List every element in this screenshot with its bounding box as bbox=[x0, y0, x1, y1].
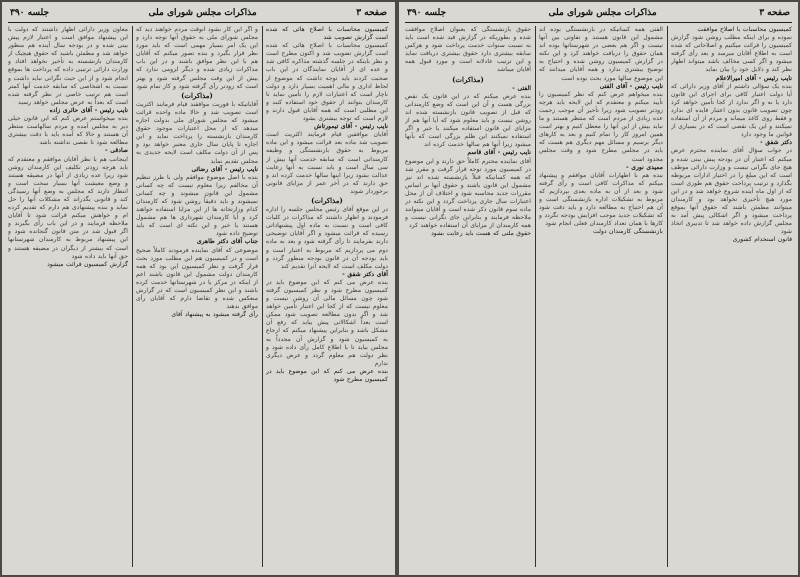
page-number: صفحه ۳ bbox=[356, 8, 387, 18]
text-column-a bbox=[405, 26, 531, 569]
text-column-c bbox=[671, 26, 792, 569]
body-text: حقوق بازنشستگی که بعنوان اصلاح موافقت شده و بطوریکه در گزارش قید شده است باید به نسبت سنوات خدمت پرداخت شود و هرکس سابقه بیشتری دارد حقوق بیشتری دریافت نماید و این ترتیب عادلانه است و مورد قبول همه آقایان میباشد bbox=[405, 26, 531, 74]
left-page bbox=[2, 2, 395, 575]
right-page bbox=[399, 2, 798, 575]
section-heading: (مذاکرات) bbox=[452, 74, 484, 84]
body-text: در جواب سؤال آقای نماینده محترم عرض میکنم که اعتبار آن در بودجه پیش بینی شده و هیچ جای نگرانی نیست و وزارت دارائی موظف است که این مبلغ را در اختیار ادارات مربوطه بگذارد و ترتیب پرداخت حقوق هم طوری است که از اول ماه آینده شروع خواهد شد و در این مورد هیچ تأخیری نخواهد بود و کارمندان میتوانند مطمئن باشند که حقوق آنها بموقع پرداخت میشود و اگر اشکالی پیش آمد به مجلس گزارش داده خواهد شد تا تدبیری اتخاذ شود bbox=[671, 147, 792, 236]
masthead-title: مذاکرات مجلس شورای ملی bbox=[548, 8, 657, 18]
body-text: آقایان موافقین قیام فرمایند اکثریت است تصویب شد ماده بعد قرائت میشود و این ماده مربوط به حقوق بازنشستگی و وظیفه کارمندانی است که سابقه خدمت آنها بیش از سی سال است و باید نسبت به آنها رعایت عدالت بشود زیرا اینها سالها خدمت کرده اند و حق دارند که در آخر عمر از مزایای قانونی برخوردار شوند bbox=[266, 131, 388, 195]
speaker-name: ممیدی نوری - bbox=[626, 163, 663, 171]
body-text: بنده میخواستم عرض کنم که این قانون خیلی دیر به مجلس آمده و مردم سالهاست منتظر آن هستند و حالا که آمده باید با دقت بیشتری مطالعه شود تا نقصی نداشته باشد bbox=[8, 115, 128, 147]
speaker-name: نایب رئیس - آقای الفتی bbox=[599, 82, 663, 90]
text-column-b bbox=[136, 26, 258, 569]
paragraph-tail: قانون استخدام کشوری bbox=[732, 236, 792, 244]
text-column-b bbox=[539, 26, 663, 569]
session-number: جلسه ۳۹۰ bbox=[407, 8, 447, 18]
body-text: آقای نماینده محترم کاملاً حق دارند و این موضوع در کمیسیون مورد توجه قرار گرفت و مقرر شد که همه کسانیکه قبلاً بازنشسته شده اند نیز مشمول این قانون باشند و حقوق آنها بر اساس مقررات جدید محاسبه شود و اختلاف آن از محل اعتبارات سال جاری پرداخت گردد و این نکته در ماده سوم قانون ذکر شده است و آقایان میتوانند ملاحظه فرمایند و بنابراین جای نگرانی نیست و همه کارمندان از مزایای آن استفاده خواهند کرد bbox=[405, 157, 531, 230]
page-header bbox=[10, 6, 387, 20]
speaker-name: جناب آقای دکتر طاهری bbox=[196, 238, 258, 246]
body-text: کمیسیون محاسبات با اصلاح هائی که شده است گزارش تصویب شد و اکنون مطرح است و نظر باینکه در جلسه گذشته مذاکره کافی شد و عده ای از آقایان نمایندگان در این باب صحبت کردند باید توجه داشت که موضوع از لحاظ اداری و مالی اهمیت بسیار دارد و دولت ناچار است که اعتبارات لازم را تأمین نماید تا کارمندان بتوانند از حقوق خود استفاده کنند و این مطلبی است که همه آقایان قبول دارند و لازم است که توجه بیشتری بشود bbox=[266, 42, 388, 123]
section-heading: (مذاکرات) bbox=[311, 195, 343, 205]
body-text: موضوعی که آقای نماینده فرمودند کاملاً صحیح است و در کمیسیون هم این مطلب مورد بحث قرار گرفت و نظر کمیسیون این بود که همه کارمندان دولت مشمول این قانون باشند اعم از اینکه در مرکز یا در شهرستانها خدمت کرده باشند و این نظر کمیسیون است که در گزارش منعکس شده و تقاضا دارم که آقایان رأی موافق بدهند bbox=[136, 246, 258, 311]
masthead-title: مذاکرات مجلس شورای ملی bbox=[148, 8, 257, 18]
body-text: آقایانیکه با فوریت موافقند قیام فرمایند اکثریت است تصویب شد و حالا ماده واحده قرائت میشود که مجلس شورای ملی بدولت اجازه میدهد که از محل اعتبارات موجود حقوق کارمندان بازنشسته را پرداخت نماید و این اجازه تا پایان سال جاری معتبر خواهد بود و پس از آن دولت مکلف است لایحه جدیدی به مجلس تقدیم نماید bbox=[136, 100, 258, 165]
speaker-name: دکتر شفق - bbox=[760, 139, 792, 147]
body-text: بنده یک سؤالی داشتم از آقای وزیر دارائی که آیا دولت اعتبار کافی برای اجرای این قانون دارد یا نه و اگر ندارد از کجا تأمین خواهد کرد چون تصویب قانون بدون اعتبار فایده ای ندارد و فقط روی کاغذ میماند و مردم از آن استفاده نمیکنند و این یک نقصی است که در بسیاری از قوانین ما وجود دارد bbox=[671, 82, 792, 139]
body-text: الفتی همه کسانیکه در بازنشستگی بوده اند مشمول این قانون هستند و تفاوتی بین آنها نیست و اگر هم بعضی در شهرستانها بوده اند همان حقوق را دریافت خواهند کرد و این نکته در گزارش کمیسیون روشن شده و احتیاج به توضیح بیشتری ندارد و همه آقایان میدانند که این موضوع سالها مورد بحث بوده است bbox=[539, 26, 663, 82]
column-divider bbox=[535, 26, 536, 567]
paragraph-lead: کمیسیون محاسبات با اصلاح هائی که شده است گزارش تصویب شد bbox=[266, 26, 388, 42]
paragraph-tail: بازنشستگی کارمندان دولت bbox=[593, 228, 663, 236]
session-number: جلسه ۳۹۰ bbox=[10, 8, 50, 18]
paragraph-tail: گزارش کمیسیون قرائت میشود bbox=[47, 260, 128, 268]
body-text: بنده میخواهم عرض کنم که نظر کمیسیون را تأیید میکنم و معتقدم که این لایحه باید هرچه زودتر تصویب شود زیرا تأخیر آن موجب زحمت عده زیادی از مردم است که منتظر هستند و ما نباید بیش از این آنها را معطل کنیم و بهتر است همین امروز کار را تمام کنیم و بعد به کارهای دیگر برسیم و مسائل مهم دیگری هم هست که باید در مجلس مطرح شود و وقت مجلس محدود است bbox=[539, 90, 663, 163]
body-text: بنده عرض میکنم که در این قانون یک نقص بزرگی هست و آن این است که وضع کارمندانی که قبل از تصویب قانون بازنشسته شده اند روشن نیست و باید معلوم شود که آیا آنها هم از مزایای این قانون استفاده میکنند یا خیر و اگر استفاده نمیکنند این ظلم بزرگی است که بآنها میشود زیرا آنها هم سالها خدمت کرده اند bbox=[405, 92, 531, 149]
text-column-c bbox=[8, 26, 128, 569]
speaker-name: نایب رئیس - آقای رضائی bbox=[191, 165, 258, 173]
speaker-name: نایب رئیس - آقای قاسم bbox=[467, 149, 531, 157]
text-column-a bbox=[266, 26, 388, 569]
page-number: صفحه ۳ bbox=[759, 8, 790, 18]
body-text: بنده هم با اظهارات آقایان موافقم و پیشنهاد میکنم که مذاکرات کافی است و رأی گرفته شود و بعد از آن به ماده بعدی بپردازیم که مربوط به تشکیلات اداره بازنشستگی است و آن هم احتیاج به مطالعه دارد و باید دقت شود که تشکیلات جدید موجب افزایش بودجه نگردد و کارها با همان تعداد کارمندان فعلی انجام شود bbox=[539, 171, 663, 228]
paragraph-tail: حقوق ملتی که هست باید رعایت بشود bbox=[431, 230, 531, 238]
header-rule bbox=[8, 22, 389, 23]
body-text: و اگر این کار بشود آنوقت مردم خواهند دید که مجلس شورای ملی به حقوق آنها توجه دارد و این یک امر بسیار مهمی است که باید مورد نظر قرار بگیرد و بنده تصور میکنم که آقایان هم با این نظر موافق باشند و در این باب مذاکرات زیادی شده و دیگر لزومی ندارد که بیش از این وقت مجلس گرفته شود و بهتر است که زودتر رأی گرفته شود و کار تمام شود bbox=[136, 26, 258, 90]
speaker-name: نایب رئیس - آقای حائری زاده bbox=[49, 106, 128, 114]
paragraph-tail: رأی گرفته میشود به پیشنهاد آقای bbox=[171, 311, 258, 319]
body-text: نموده و برای اینکه مطلب روشن شود گزارش کمیسیون را قرائت میکنیم و اصلاحاتی که شده است به اطلاع آقایان میرسد و بعد رأی گرفته میشود و اگر کسی مخالف باشد میتواند اظهار نظر کند و دلایل خود را بیان نماید bbox=[671, 34, 792, 74]
header-rule bbox=[405, 22, 792, 23]
speaker-name: الفتی - bbox=[512, 84, 531, 92]
page-header bbox=[407, 6, 790, 20]
body-text: معاون وزیر دارائی اظهار داشتند که دولت با این پیشنهاد موافق است و اعتبار لازم پیش بینی شده و در بودجه سال آینده هم منظور خواهد شد و مطمئن باشید که حقوق هیچیک از کارمندان بازنشسته به تأخیر نخواهد افتاد و وزارت دارائی ترتیبی داده که پرداخت ها بموقع انجام شود و از این حیث نگرانی نباید داشت و نسبت به اشخاصی که سابقه خدمت آنها کمتر است هم ترتیب خاصی در نظر گرفته شده است که بعداً به عرض مجلس خواهد رسید bbox=[8, 26, 128, 106]
body-text: بنده عرض می کنم که این موضوع باید در کمیسیون مطرح شود و نظر کمیسیون گرفته شود چون مسائل مالی آن روشن نیست و معلوم نیست که از کجا این اعتبار تأمین خواهد شد و اگر بدون مطالعه تصویب شود ممکن است بعداً اشکالاتی پیش بیاید که رفع آن مشکل باشد و بنابراین پیشنهاد میکنم که ارجاع به کمیسیون شود و گزارش آن مجدداً به مجلس بیاید تا با اطلاع کامل رأی داده شود و نظر دولت هم معلوم گردد و عرض دیگری ندارم bbox=[266, 278, 388, 367]
column-divider bbox=[262, 26, 263, 567]
speaker-name: صادقی - bbox=[105, 147, 128, 155]
body-text: بنده با اصل موضوع موافقم ولی با طرز تنظیم آن مخالفم زیرا معلوم نیست که چه کسانی مشمول این قانون میشوند و چه کسانی نمیشوند و باید دقیقاً روشن شود که کارمندان کدام وزارتخانه ها از این مزایا استفاده خواهند کرد و آیا کارمندان شهرداری ها هم مشمول هستند یا خیر و این نکته ای است که باید توضیح داده شود bbox=[136, 173, 258, 238]
paragraph-tail: بنده عرض می کنم که این موضوع باید در کمیسیون مطرح شود bbox=[266, 367, 388, 384]
paragraph-lead: کمیسیون محاسبات با اصلاح موافقت bbox=[697, 26, 792, 33]
section-heading: (مذاکرات) bbox=[181, 90, 213, 100]
body-text: در این موقع آقای رئیس مجلس جلسه را اداره فرمودند و اظهار داشتند که مذاکرات در کلیات کافی است و نسبت به ماده اول پیشنهاداتی رسیده که قرائت میشود و اگر آقایان توضیحی دارند بفرمایند تا رأی گرفته شود و بعد به ماده دوم می پردازیم که مربوط به اعتبار است و باید بودجه آن در قانون بودجه منظور گردد و دولت مکلف است که لایحه آنرا تقدیم کند bbox=[266, 206, 388, 270]
body-text: اینجانب هم با نظر آقایان موافقم و معتقدم که باید هرچه زودتر تکلیف این کارمندان روشن شود زیرا عده زیادی از آنها در مضیقه هستند و وضع معیشت آنها بسیار سخت است و انتظار دارند که مجلس به وضع آنها رسیدگی کند و قانونی بگذراند که مشکلات آنها را حل نماید و بنده پیشنهادی هم دارم که تقدیم کرده ام و خواهش میکنم قرائت شود تا آقایان ملاحظه فرمایند و در این باب رأی بگیرند و اگر قبول شد در متن قانون گنجانده شود و این پیشنهاد مربوط به کارمندان شهرستانها است که بیشتر از دیگران در مضیقه هستند و حق آنها باید داده شود bbox=[8, 155, 128, 260]
column-divider bbox=[132, 26, 133, 567]
speaker-name: آقای دکتر شفق - bbox=[342, 270, 388, 278]
column-divider bbox=[667, 26, 668, 567]
speaker-name: نایب رئیس - آقای تیمورتاش bbox=[314, 123, 388, 131]
speaker-name: نایب رئیس - آقای امیرالاعلام bbox=[715, 74, 792, 82]
